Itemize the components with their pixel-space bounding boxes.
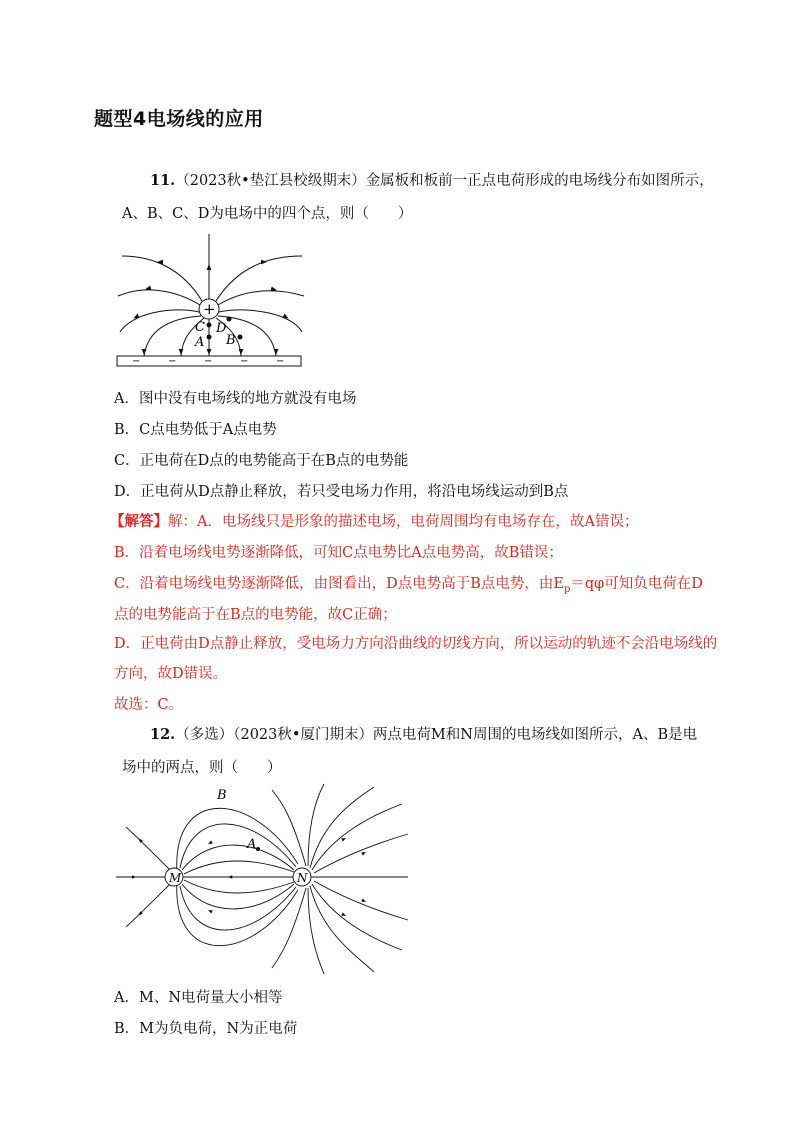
field-line (177, 808, 298, 872)
field-line (308, 784, 324, 866)
field-line (184, 861, 294, 874)
label-A: A (195, 335, 205, 350)
plate-sign: − (204, 356, 213, 367)
section-title: 题型4电场线的应用 (94, 108, 264, 130)
label-D: D (216, 321, 227, 336)
q11-option-c: C．正电荷在D点的电势能高于在B点的电势能 (114, 453, 409, 469)
field-line (314, 834, 408, 873)
field-line (308, 888, 324, 974)
q11-answer-line4: 点的电势能高于在B点的电势能，故C正确； (114, 607, 397, 623)
q11-option-b: B．C点电势低于A点电势 (114, 422, 277, 438)
label-N: N (297, 871, 308, 885)
answer-tag: 【解答】 (110, 513, 168, 530)
q12-figure (112, 782, 412, 982)
plate-sign: − (240, 356, 249, 367)
field-line (314, 881, 408, 920)
field-line (177, 882, 298, 946)
label-B: B (226, 333, 236, 348)
answer-text: ＝qφ可知负电荷在D (570, 576, 703, 592)
q12-option-a: A．M、N电荷量大小相等 (114, 990, 283, 1006)
plate-sign: − (168, 356, 177, 367)
q11-answer-line3 (114, 574, 703, 600)
label-C: C (195, 320, 205, 335)
q11-stem-line1 (150, 171, 714, 191)
q11-answer-line5: D．正电荷由D点静止释放，受电场力方向沿曲线的切线方向，所以运动的轨迹不会沿电场线的 (114, 636, 718, 652)
field-line (126, 827, 172, 872)
q11-answer-line2: B．沿着电场线电势逐渐降低，可知C点电势比A点电势高，故B错误； (114, 545, 563, 561)
q12-number: 12. (150, 726, 176, 743)
field-line (310, 886, 374, 972)
field-line (272, 888, 306, 968)
plate-sign: − (276, 356, 285, 367)
q11-stem-line2: A、B、C、D为电场中的四个点，则（ ） (122, 206, 413, 222)
field-line (144, 316, 201, 356)
answer-text: 解：A．电场线只是形象的描述电场，电荷周围均有电场存在，故A错误； (168, 514, 639, 530)
label-A: A (247, 837, 257, 852)
label-M: M (169, 871, 182, 885)
label-B: B (217, 788, 227, 803)
q11-answer-line7: 故选：C。 (114, 697, 184, 713)
field-line (216, 256, 302, 301)
field-line (184, 880, 294, 893)
charge-sign: + (203, 300, 216, 318)
field-line (312, 804, 402, 870)
q12-stem-line2: 场中的两点，则（ ） (122, 760, 282, 776)
answer-subscript: p (563, 583, 571, 595)
q11-figure (112, 228, 312, 378)
q11-answer-line1 (110, 512, 638, 532)
field-line (312, 884, 402, 950)
field-line (310, 787, 374, 868)
q11-option-d: D．正电荷从D点静止释放，若只受电场力作用，将沿电场线运动到B点 (114, 484, 569, 500)
plate-sign: − (132, 356, 141, 367)
q11-option-a: A．图中没有电场线的地方就没有电场 (114, 391, 357, 407)
field-line (118, 290, 200, 305)
field-line (218, 291, 304, 305)
answer-text: C．沿着电场线电势逐渐降低，由图看出，D点电势高于B点电势，由E (114, 576, 564, 592)
q12-stem-text: （多选）（2023秋•厦门期末）两点电荷M和N周围的电场线如图所示，A、B是电 (175, 727, 698, 743)
field-line (272, 790, 306, 866)
q11-stem-text: （2023秋•垫江县校级期末）金属板和板前一正点电荷形成的电场线分布如图所示， (175, 173, 714, 189)
q12-stem-line1 (150, 725, 697, 745)
q11-answer-line6: 方向，故D错误。 (114, 666, 228, 682)
q12-option-b: B．M为负电荷，N为正电荷 (114, 1021, 298, 1037)
field-line (122, 256, 202, 301)
field-line (126, 882, 172, 927)
q11-number: 11. (150, 172, 176, 189)
